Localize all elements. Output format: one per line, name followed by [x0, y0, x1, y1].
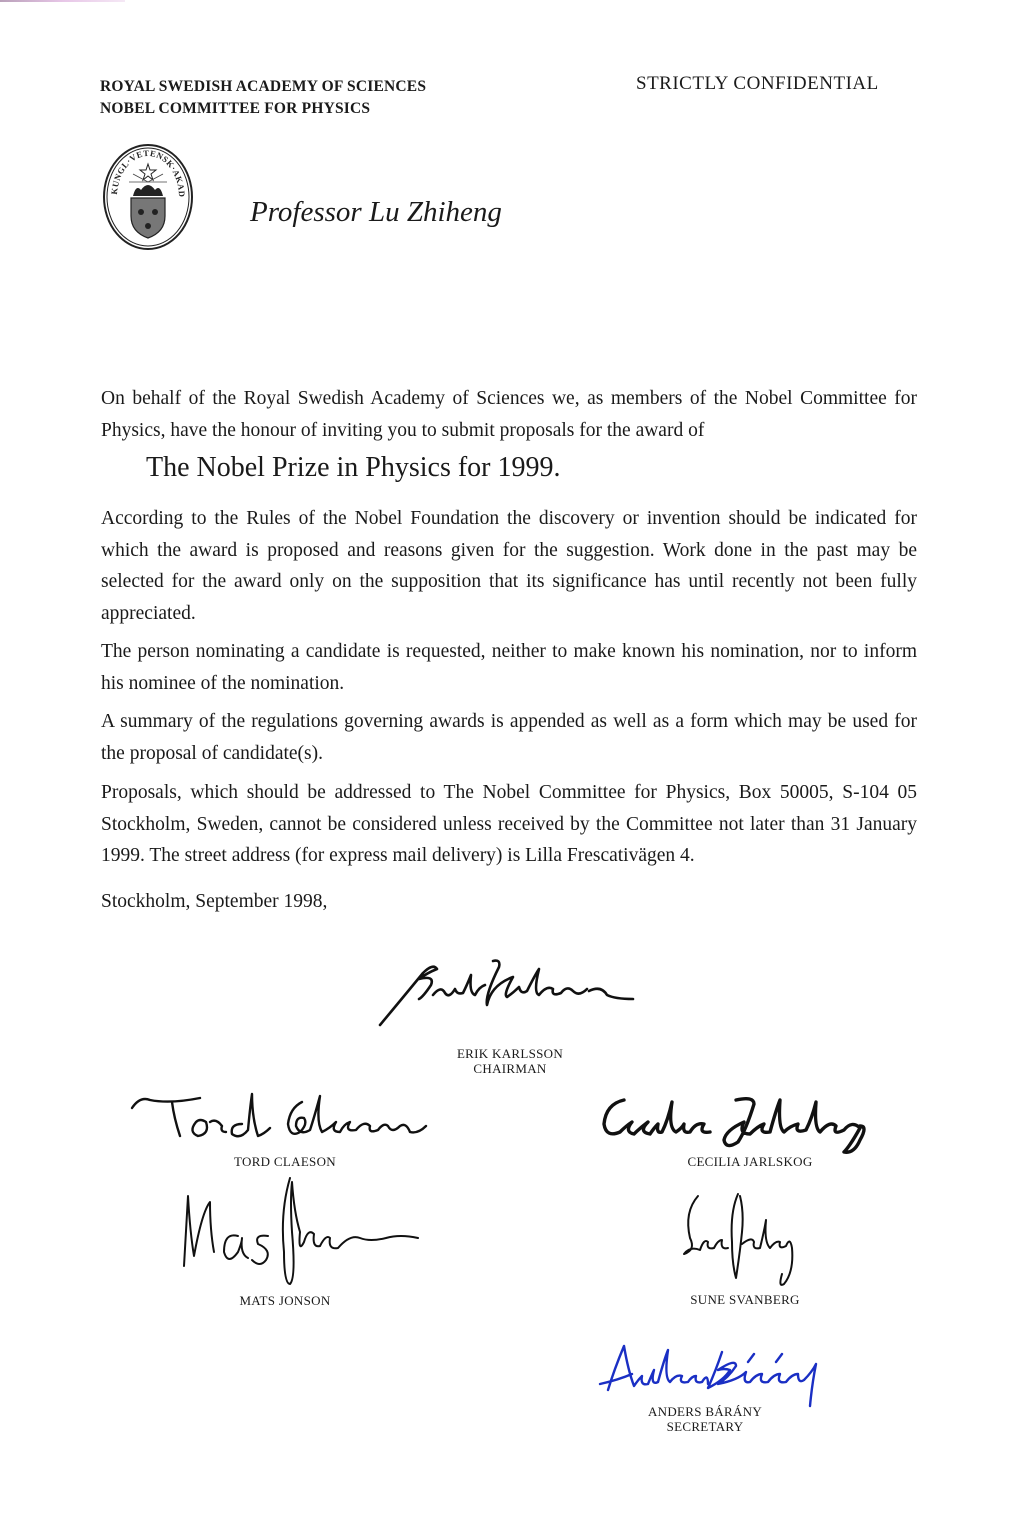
address-paragraph: Proposals, which should be addressed to The Nobel Committee for Physics, Box 50005, S-104 05 Stockholm, Sweden, cannot be considered unless received by the Committee not later than 31 January 1999. The street address (for express mail delivery) is Lilla Frescativägen 4.	[101, 782, 917, 866]
academy-name: ROYAL SWEDISH ACADEMY OF SCIENCES	[100, 78, 427, 95]
seal-icon	[103, 144, 193, 250]
prize-title: The Nobel Prize in Physics for 1999.	[146, 452, 561, 483]
place-date: Stockholm, September 1998,	[101, 891, 328, 912]
recipient-name: Professor Lu Zhiheng	[250, 196, 502, 228]
signature-tord-claeson	[130, 1088, 430, 1148]
signatory-erik-karlsson: ERIK KARLSSON CHAIRMAN	[456, 1046, 564, 1076]
signature-mats-jonson	[180, 1172, 425, 1290]
signatory-mats-jonson: MATS JONSON	[239, 1293, 331, 1308]
signatory-anders-barany: ANDERS BÁRÁNY SECRETARY	[647, 1404, 763, 1434]
seal-lettering: KUNGL·VETENSK·AKAD	[108, 147, 188, 198]
letterhead	[100, 76, 426, 120]
confidential-label: STRICTLY CONFIDENTIAL	[636, 73, 879, 94]
signatory-cecilia-jarlskog: CECILIA JARLSKOG	[687, 1154, 813, 1169]
confidentiality-paragraph: The person nominating a candidate is requested, neither to make known his nomination, nor to inform his nominee of the nomination.	[101, 641, 917, 694]
committee-name: NOBEL COMMITTEE FOR PHYSICS	[100, 100, 371, 117]
scan-edge-artifact	[0, 0, 125, 2]
signatory-sune-svanberg: SUNE SVANBERG	[690, 1292, 800, 1307]
intro-paragraph: On behalf of the Royal Swedish Academy of Sciences we, as members of the Nobel Committee for Physics, have the honour of inviting you to submit proposals for the award of	[101, 388, 917, 441]
rules-paragraph: According to the Rules of the Nobel Foundation the discovery or invention should be indicated for which the award is proposed and reasons given for the suggestion. Work done in the past may be selected for the award only on the supposition that its significance has until recently not been fully appreciated.	[101, 508, 917, 624]
signatory-tord-claeson: TORD CLAESON	[234, 1154, 336, 1169]
signature-sune-svanberg	[680, 1192, 800, 1292]
academy-seal	[103, 144, 193, 250]
signature-anders-barany	[598, 1340, 820, 1410]
signature-erik-karlsson	[375, 955, 640, 1030]
summary-paragraph: A summary of the regulations governing awards is appended as well as a form which may be used for the proposal of candidate(s).	[101, 711, 917, 764]
